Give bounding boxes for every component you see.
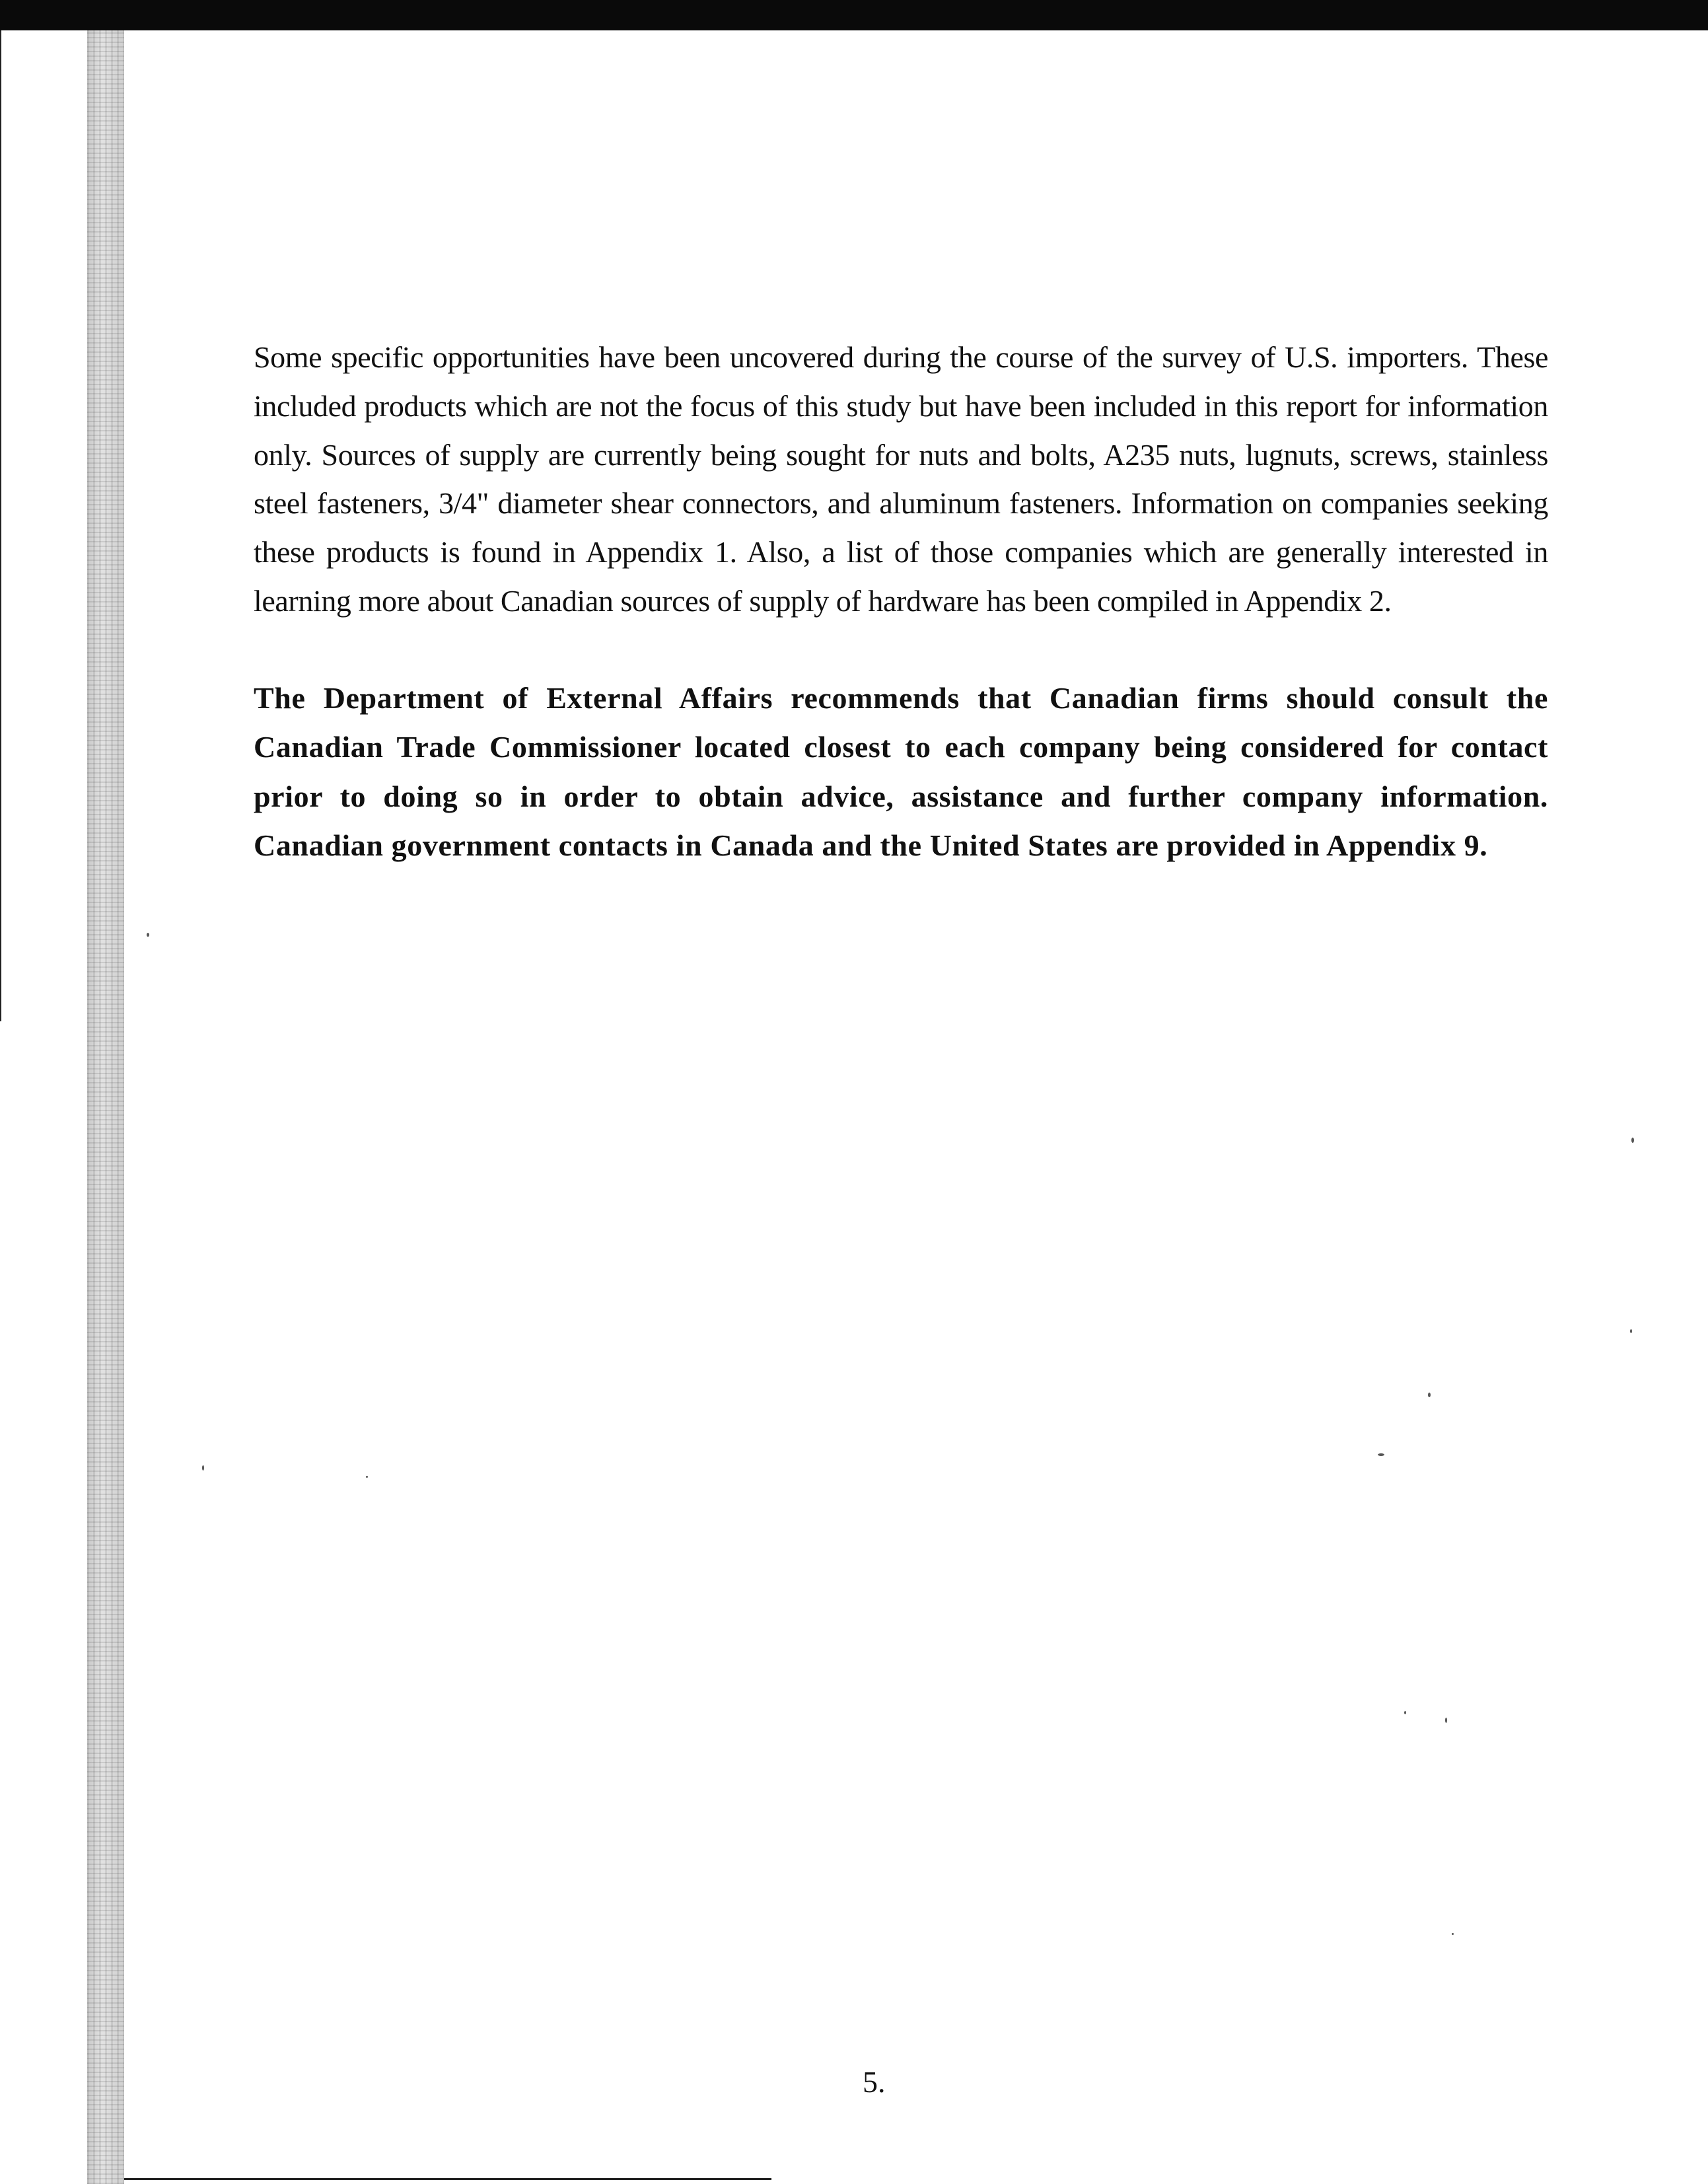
scan-speck <box>366 1476 368 1478</box>
scan-speck <box>1630 1329 1632 1333</box>
scan-speck <box>147 933 149 937</box>
scan-speck <box>1452 1933 1454 1935</box>
page-body <box>254 333 1548 870</box>
paragraph-recommendation: The Department of External Affairs recommends that Canadian firms should consult the Canadian Trade Commissioner located closest to each company being considered for contact prior to doing so in order to obtain advice, assistance and further company information. Canadian government contacts in Canada and the United States are provided in Appendix 9. <box>254 680 1548 862</box>
page-number: 5. <box>863 2065 886 2099</box>
binding-strip <box>87 30 124 2184</box>
scan-top-border <box>0 0 1708 30</box>
scan-speck <box>1631 1138 1634 1143</box>
scan-speck <box>1445 1718 1447 1723</box>
scan-left-edge <box>0 30 1 1021</box>
scan-bottom-border <box>124 2178 771 2180</box>
scan-speck <box>1428 1393 1431 1397</box>
scan-speck <box>1378 1453 1384 1456</box>
scan-speck <box>202 1465 204 1471</box>
paragraph-opportunities: Some specific opportunities have been uncovered during the course of the survey of U.S. importers. These included products which are not the focus of this study but have been included in this report for information only. Sources of supply are currently being sought for nuts and bolts, A235 nuts, lugnuts, screws, stainless steel fasteners, 3/4" diameter shear connectors, and aluminum fasteners. Information on companies seeking these products is found in Appendix 1. Also, a list of those companies which are generally interested in learning more about Canadian sources of supply of hardware has been compiled in Appendix 2. <box>254 340 1548 618</box>
scan-speck <box>1404 1711 1406 1714</box>
